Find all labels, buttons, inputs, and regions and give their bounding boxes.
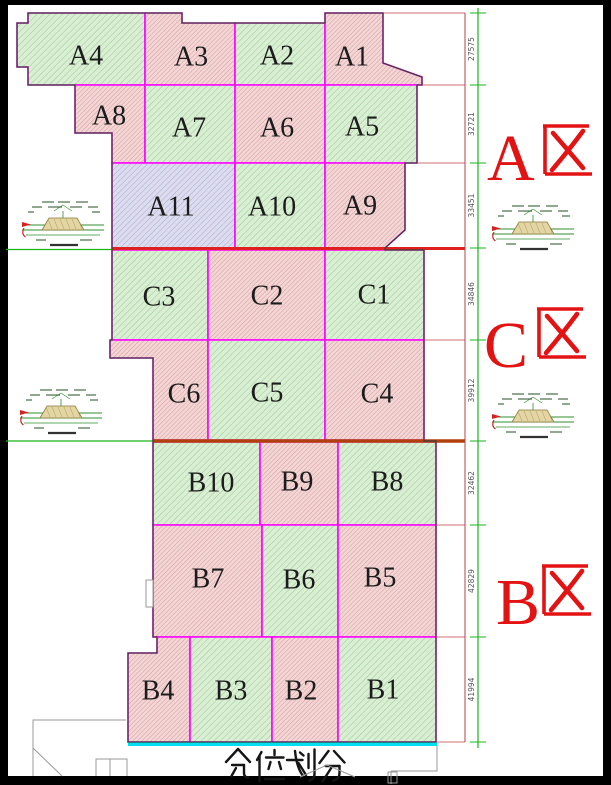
dimension-value-5: 32462 (467, 471, 476, 495)
cell-label-c4: C4 (360, 378, 394, 410)
cell-label-c6: C6 (167, 378, 201, 410)
zone-letter-a: A (487, 122, 535, 195)
cell-label-a11: A11 (147, 191, 195, 223)
cell-label-a5: A5 (344, 111, 380, 143)
cell-label-b6: B6 (282, 564, 316, 596)
cell-label-c1: C1 (357, 279, 391, 311)
cell-label-b10: B10 (187, 467, 235, 499)
dimension-value-1: 32721 (467, 112, 476, 136)
cell-label-c3: C3 (142, 281, 176, 313)
cell-label-a10: A10 (247, 191, 297, 223)
dimension-value-6: 42829 (467, 569, 476, 593)
zone-letter-b: B (496, 566, 541, 639)
cell-label-b4: B4 (141, 675, 175, 707)
dimension-value-7: 41994 (467, 677, 476, 702)
zone-letter-c: C (484, 309, 529, 382)
dimension-value-3: 34846 (467, 282, 476, 306)
cell-label-a8: A8 (91, 100, 127, 132)
small-outline-box (146, 580, 153, 607)
cell-label-a6: A6 (259, 112, 295, 144)
cell-label-b3: B3 (214, 675, 248, 707)
cell-label-b1: B1 (366, 674, 400, 706)
dimension-value-2: 33451 (467, 193, 476, 218)
cell-label-a3: A3 (173, 41, 209, 73)
dimension-value-4: 39912 (467, 378, 476, 403)
dimension-value-0: 27575 (467, 37, 476, 61)
cell-label-a1: A1 (334, 41, 370, 73)
cell-label-a7: A7 (171, 112, 207, 144)
cell-label-b5: B5 (363, 562, 397, 594)
cell-label-b8: B8 (370, 466, 404, 498)
cell-label-a4: A4 (68, 40, 104, 72)
cell-label-b7: B7 (191, 563, 225, 595)
cell-label-a9: A9 (342, 190, 378, 222)
cell-label-c2: C2 (250, 280, 284, 312)
cell-label-a2: A2 (259, 40, 295, 72)
cell-label-c5: C5 (250, 377, 284, 409)
cell-label-b2: B2 (284, 675, 318, 707)
cell-label-b9: B9 (280, 466, 314, 498)
